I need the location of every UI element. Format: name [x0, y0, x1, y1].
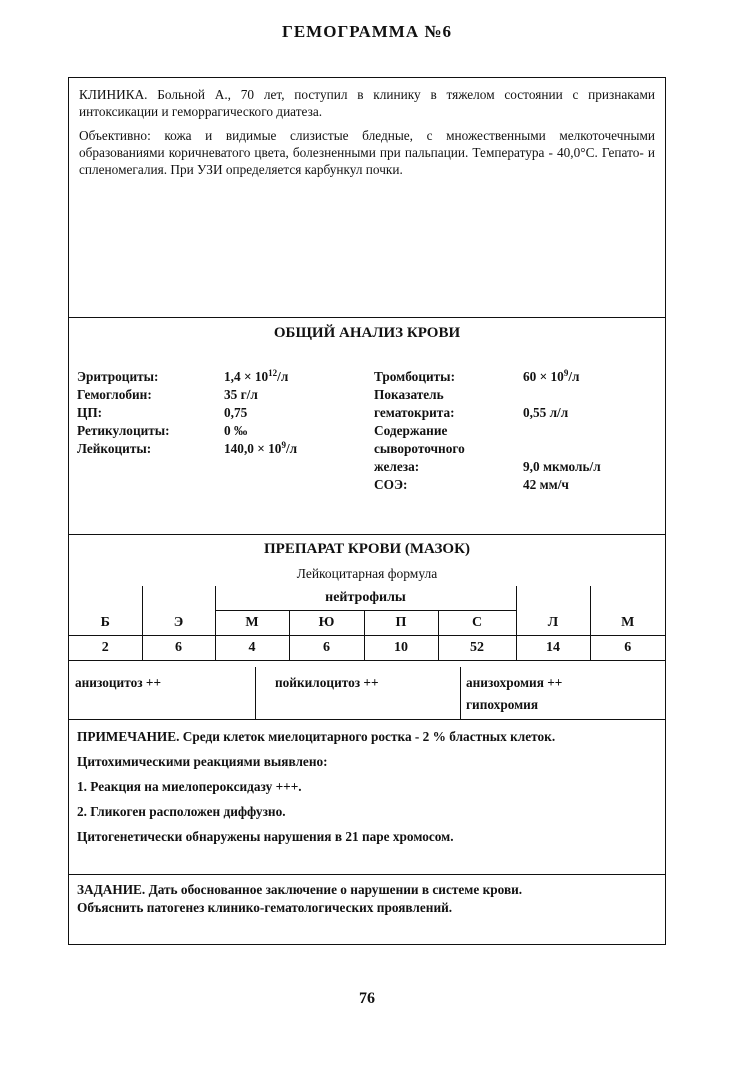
color-index-value: 0,75: [224, 405, 248, 420]
table-cell: 6: [289, 636, 364, 661]
column-header: Ю: [289, 611, 364, 636]
poikilocytosis-text: пойкилоцитоз ++: [275, 675, 379, 690]
platelets-label: Тромбоциты:: [374, 369, 455, 384]
neutrophils-header: нейтрофилы: [215, 586, 516, 611]
column-header: М: [590, 611, 665, 636]
table-header-group-row: [69, 586, 665, 611]
hypochromia-text: гипохромия: [466, 697, 539, 712]
note-line-5: Цитогенетически обнаружены нарушения в 21 паре хромосом.: [77, 829, 454, 844]
task-line-2: Объяснить патогенез клинико-гематологических проявлений.: [77, 900, 453, 915]
column-header: П: [364, 611, 438, 636]
hemoglobin-value: 35 г/л: [224, 387, 258, 402]
morphology-row: [69, 667, 665, 719]
column-header: Л: [516, 611, 590, 636]
table-cell: 10: [364, 636, 438, 661]
table-cell: 4: [215, 636, 289, 661]
serum-iron-label-line2: сывороточного: [374, 441, 465, 456]
leukocytes-value: $140,0 \times 10^9/л$: [224, 440, 298, 456]
erythrocytes-label: Эритроциты:: [77, 369, 159, 384]
task-section: [69, 881, 665, 917]
smear-title: ПРЕПАРАТ КРОВИ (МАЗОК): [264, 541, 470, 557]
table-cell: 2: [69, 636, 142, 661]
column-header: Э: [142, 611, 215, 636]
smear-subtitle: Лейкоцитарная формула: [296, 566, 438, 581]
morphology-divider: [255, 667, 256, 719]
color-index-label: ЦП:: [77, 405, 103, 420]
reticulocytes-label: Ретикулоциты:: [77, 423, 170, 438]
serum-iron-label-line3: железа:: [374, 459, 420, 474]
hematocrit-label-line1: Показатель: [374, 387, 444, 402]
anisocytosis-text: анизоцитоз ++: [75, 675, 162, 690]
column-header: С: [438, 611, 516, 636]
page-number: 76: [359, 990, 375, 1007]
platelets-value: $60 \times 10^9/л$: [523, 368, 580, 384]
clinic-section: [69, 86, 665, 178]
clinic-paragraph-2: Объективно: кожа и видимые слизистые бледные, с множественными мелкоточечными образованиями коричневатого цвета, болезненными при пальпации. Температура - 40,0°С. Гепато- и спленомегалия. При УЗИ определяется карбункул почки.: [79, 128, 655, 177]
table-cell-empty: [516, 586, 590, 611]
note-line-2: Цитохимическими реакциями выявлено:: [77, 754, 328, 769]
table-cell-empty: [69, 586, 142, 611]
esr-label: СОЭ:: [374, 477, 408, 492]
divider-note: [69, 874, 665, 875]
note-line-4: 2. Гликоген расположен диффузно.: [77, 804, 286, 819]
column-header: Б: [69, 611, 142, 636]
note-line-1: ПРИМЕЧАНИЕ. Среди клеток миелоцитарного ростка - 2 % бластных клеток.: [77, 729, 556, 744]
table-cell: 6: [142, 636, 215, 661]
task-line-1: ЗАДАНИЕ. Дать обоснованное заключение о нарушении в системе крови.: [77, 882, 523, 897]
note-section: [69, 728, 665, 845]
clinic-paragraph-1: КЛИНИКА. Больной А., 70 лет, поступил в клинику в тяжелом состоянии с признаками интоксикации и геморрагического диатеза.: [79, 87, 655, 119]
table-cell: 14: [516, 636, 590, 661]
divider-smear: [69, 719, 665, 720]
note-line-3: 1. Реакция на миелопероксидазу +++.: [77, 779, 302, 794]
table-cell-empty: [590, 586, 665, 611]
serum-iron-label-line1: Содержание: [374, 423, 448, 438]
anisochromia-text: анизохромия ++: [466, 675, 563, 690]
reticulocytes-value: 0 ‰: [224, 423, 248, 438]
table-row: [69, 636, 665, 661]
serum-iron-value: 9,0 мкмоль/л: [523, 459, 601, 474]
table-cell: 6: [590, 636, 665, 661]
divider-clinic: [69, 317, 665, 318]
hemogram-card: [68, 77, 666, 945]
leukocytes-label: Лейкоциты:: [77, 441, 152, 456]
table-header-row: [69, 611, 665, 636]
hemoglobin-label: Гемоглобин:: [77, 387, 152, 402]
erythrocytes-value: $1,4 \times 10^{12}/л$: [224, 368, 289, 384]
table-cell-empty: [142, 586, 215, 611]
blood-test-values: [69, 368, 665, 528]
hematocrit-value: 0,55 л/л: [523, 405, 569, 420]
blood-test-title: ОБЩИЙ АНАЛИЗ КРОВИ: [273, 325, 461, 341]
esr-value: 42 мм/ч: [523, 477, 569, 492]
page-title: ГЕМОГРАММА №6: [282, 22, 452, 41]
leukocyte-formula-table: [69, 586, 665, 661]
divider-blood-test: [69, 534, 665, 535]
column-header: М: [215, 611, 289, 636]
table-cell: 52: [438, 636, 516, 661]
hematocrit-label-line2: гематокрита:: [374, 405, 455, 420]
